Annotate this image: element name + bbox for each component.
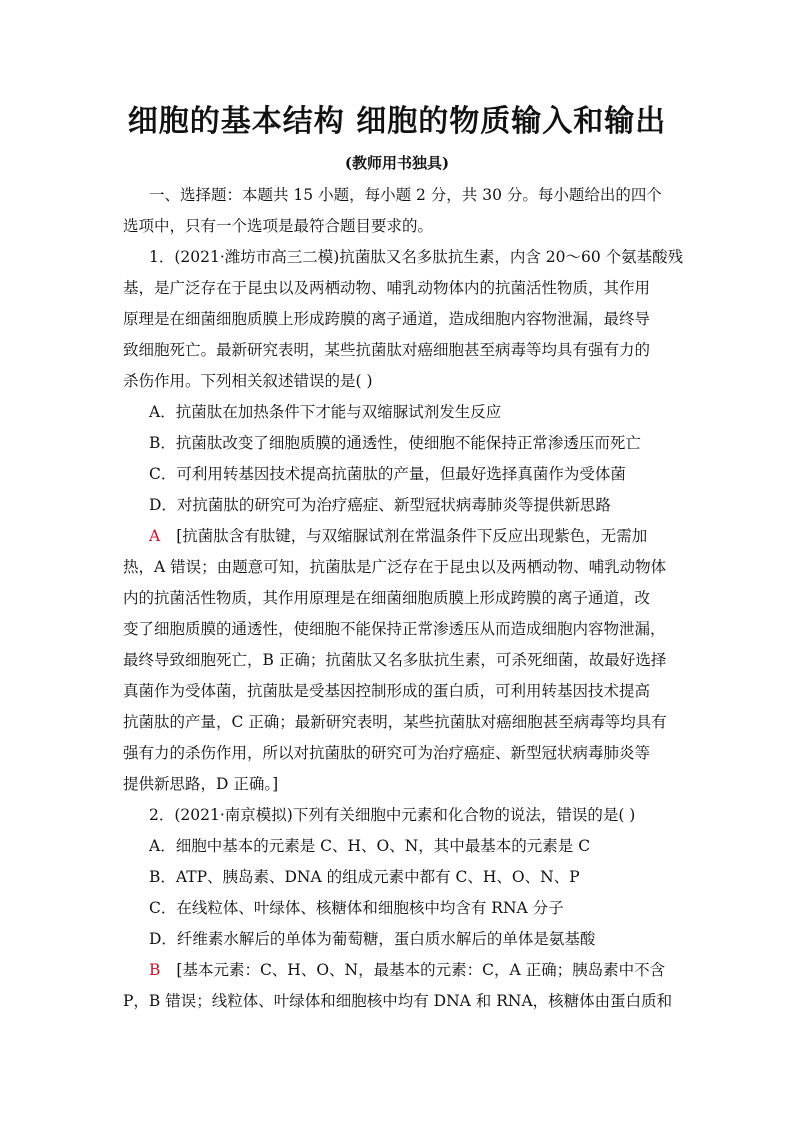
- text-line: 原理是在细菌细胞质膜上形成跨膜的离子通道，造成细胞内容物泄漏，最终导: [123, 310, 651, 328]
- question-1-option-c: C．可利用转基因技术提高抗菌肽的产量，但最好选择真菌作为受体菌: [149, 465, 626, 483]
- question-2-option-d: D．纤维素水解后的单体为葡萄糖，蛋白质水解后的单体是氨基酸: [149, 930, 596, 948]
- question-1-stem: 1．(2021·潍坊市高三二模)抗菌肽又名多肽抗生素，内含 20～60 个氨基酸残: [149, 248, 683, 266]
- question-2-explanation-line: [123, 955, 683, 986]
- page-subtitle: (教师用书独具): [344, 154, 450, 172]
- question-2-answer: B: [149, 961, 161, 979]
- text-line: 内的抗菌活性物质，其作用原理是在细菌细胞质膜上形成跨膜的离子通道，改: [123, 589, 651, 607]
- question-2-option-c: C．在线粒体、叶绿体、核糖体和细胞核中均含有 RNA 分子: [149, 899, 564, 917]
- text-line: 提供新思路，D 正确。]: [123, 775, 279, 793]
- text-line: 基，是广泛存在于昆虫以及两栖动物、哺乳动物体内的抗菌活性物质，其作用: [123, 279, 651, 297]
- section-heading-line: 一、选择题：本题共 15 小题，每小题 2 分，共 30 分。每小题给出的四个: [149, 186, 662, 204]
- explanation-text: [基本元素：C、H、O、N，最基本的元素：C，A 正确；胰岛素中不含: [176, 961, 666, 979]
- document-body: [123, 180, 683, 1017]
- explanation-text: [抗菌肽含有肽键，与双缩脲试剂在常温条件下反应出现紫色，无需加: [176, 527, 648, 545]
- text-line: 热，A 错误；由题意可知，抗菌肽是广泛存在于昆虫以及两栖动物、哺乳动物体: [123, 558, 667, 576]
- text-line: 强有力的杀伤作用，所以对抗菌肽的研究可为治疗癌症、新型冠状病毒肺炎等: [123, 744, 651, 762]
- text-line: 变了细胞质膜的通透性，使细胞不能保持正常渗透压从而造成细胞内容物泄漏，: [123, 620, 666, 638]
- question-2-option-b: B．ATP、胰岛素、DNA 的组成元素中都有 C、H、O、N、P: [149, 868, 580, 886]
- text-line: 真菌作为受体菌，抗菌肽是受基因控制形成的蛋白质，可利用转基因技术提高: [123, 682, 651, 700]
- question-2-stem: 2．(2021·南京模拟)下列有关细胞中元素和化合物的说法，错误的是( ): [149, 806, 636, 824]
- question-1-explanation-line: [123, 521, 683, 552]
- question-1-answer: A: [149, 527, 161, 545]
- question-1-option-d: D．对抗菌肽的研究可为治疗癌症、新型冠状病毒肺炎等提供新思路: [149, 496, 611, 514]
- text-line: 最终导致细胞死亡，B 正确；抗菌肽又名多肽抗生素，可杀死细菌，故最好选择: [123, 651, 667, 669]
- text-line: 选项中，只有一个选项是最符合题目要求的。: [123, 217, 434, 235]
- text-line: 抗菌肽的产量，C 正确；最新研究表明，某些抗菌肽对癌细胞甚至病毒等均具有: [123, 713, 667, 731]
- question-1-option-b: B．抗菌肽改变了细胞质膜的通透性，使细胞不能保持正常渗透压而死亡: [149, 434, 641, 452]
- text-line: 致细胞死亡。最新研究表明，某些抗菌肽对癌细胞甚至病毒等均具有强有力的: [123, 341, 651, 359]
- page-title: 细胞的基本结构 细胞的物质输入和输出: [127, 104, 667, 139]
- text-line: P，B 错误；线粒体、叶绿体和细胞核中均有 DNA 和 RNA，核糖体由蛋白质和: [123, 992, 673, 1010]
- text-line: 杀伤作用。下列相关叙述错误的是( ): [123, 372, 373, 390]
- question-2-option-a: A．细胞中基本的元素是 C、H、O、N，其中最基本的元素是 C: [149, 837, 591, 855]
- question-1-option-a: A．抗菌肽在加热条件下才能与双缩脲试剂发生反应: [149, 403, 502, 421]
